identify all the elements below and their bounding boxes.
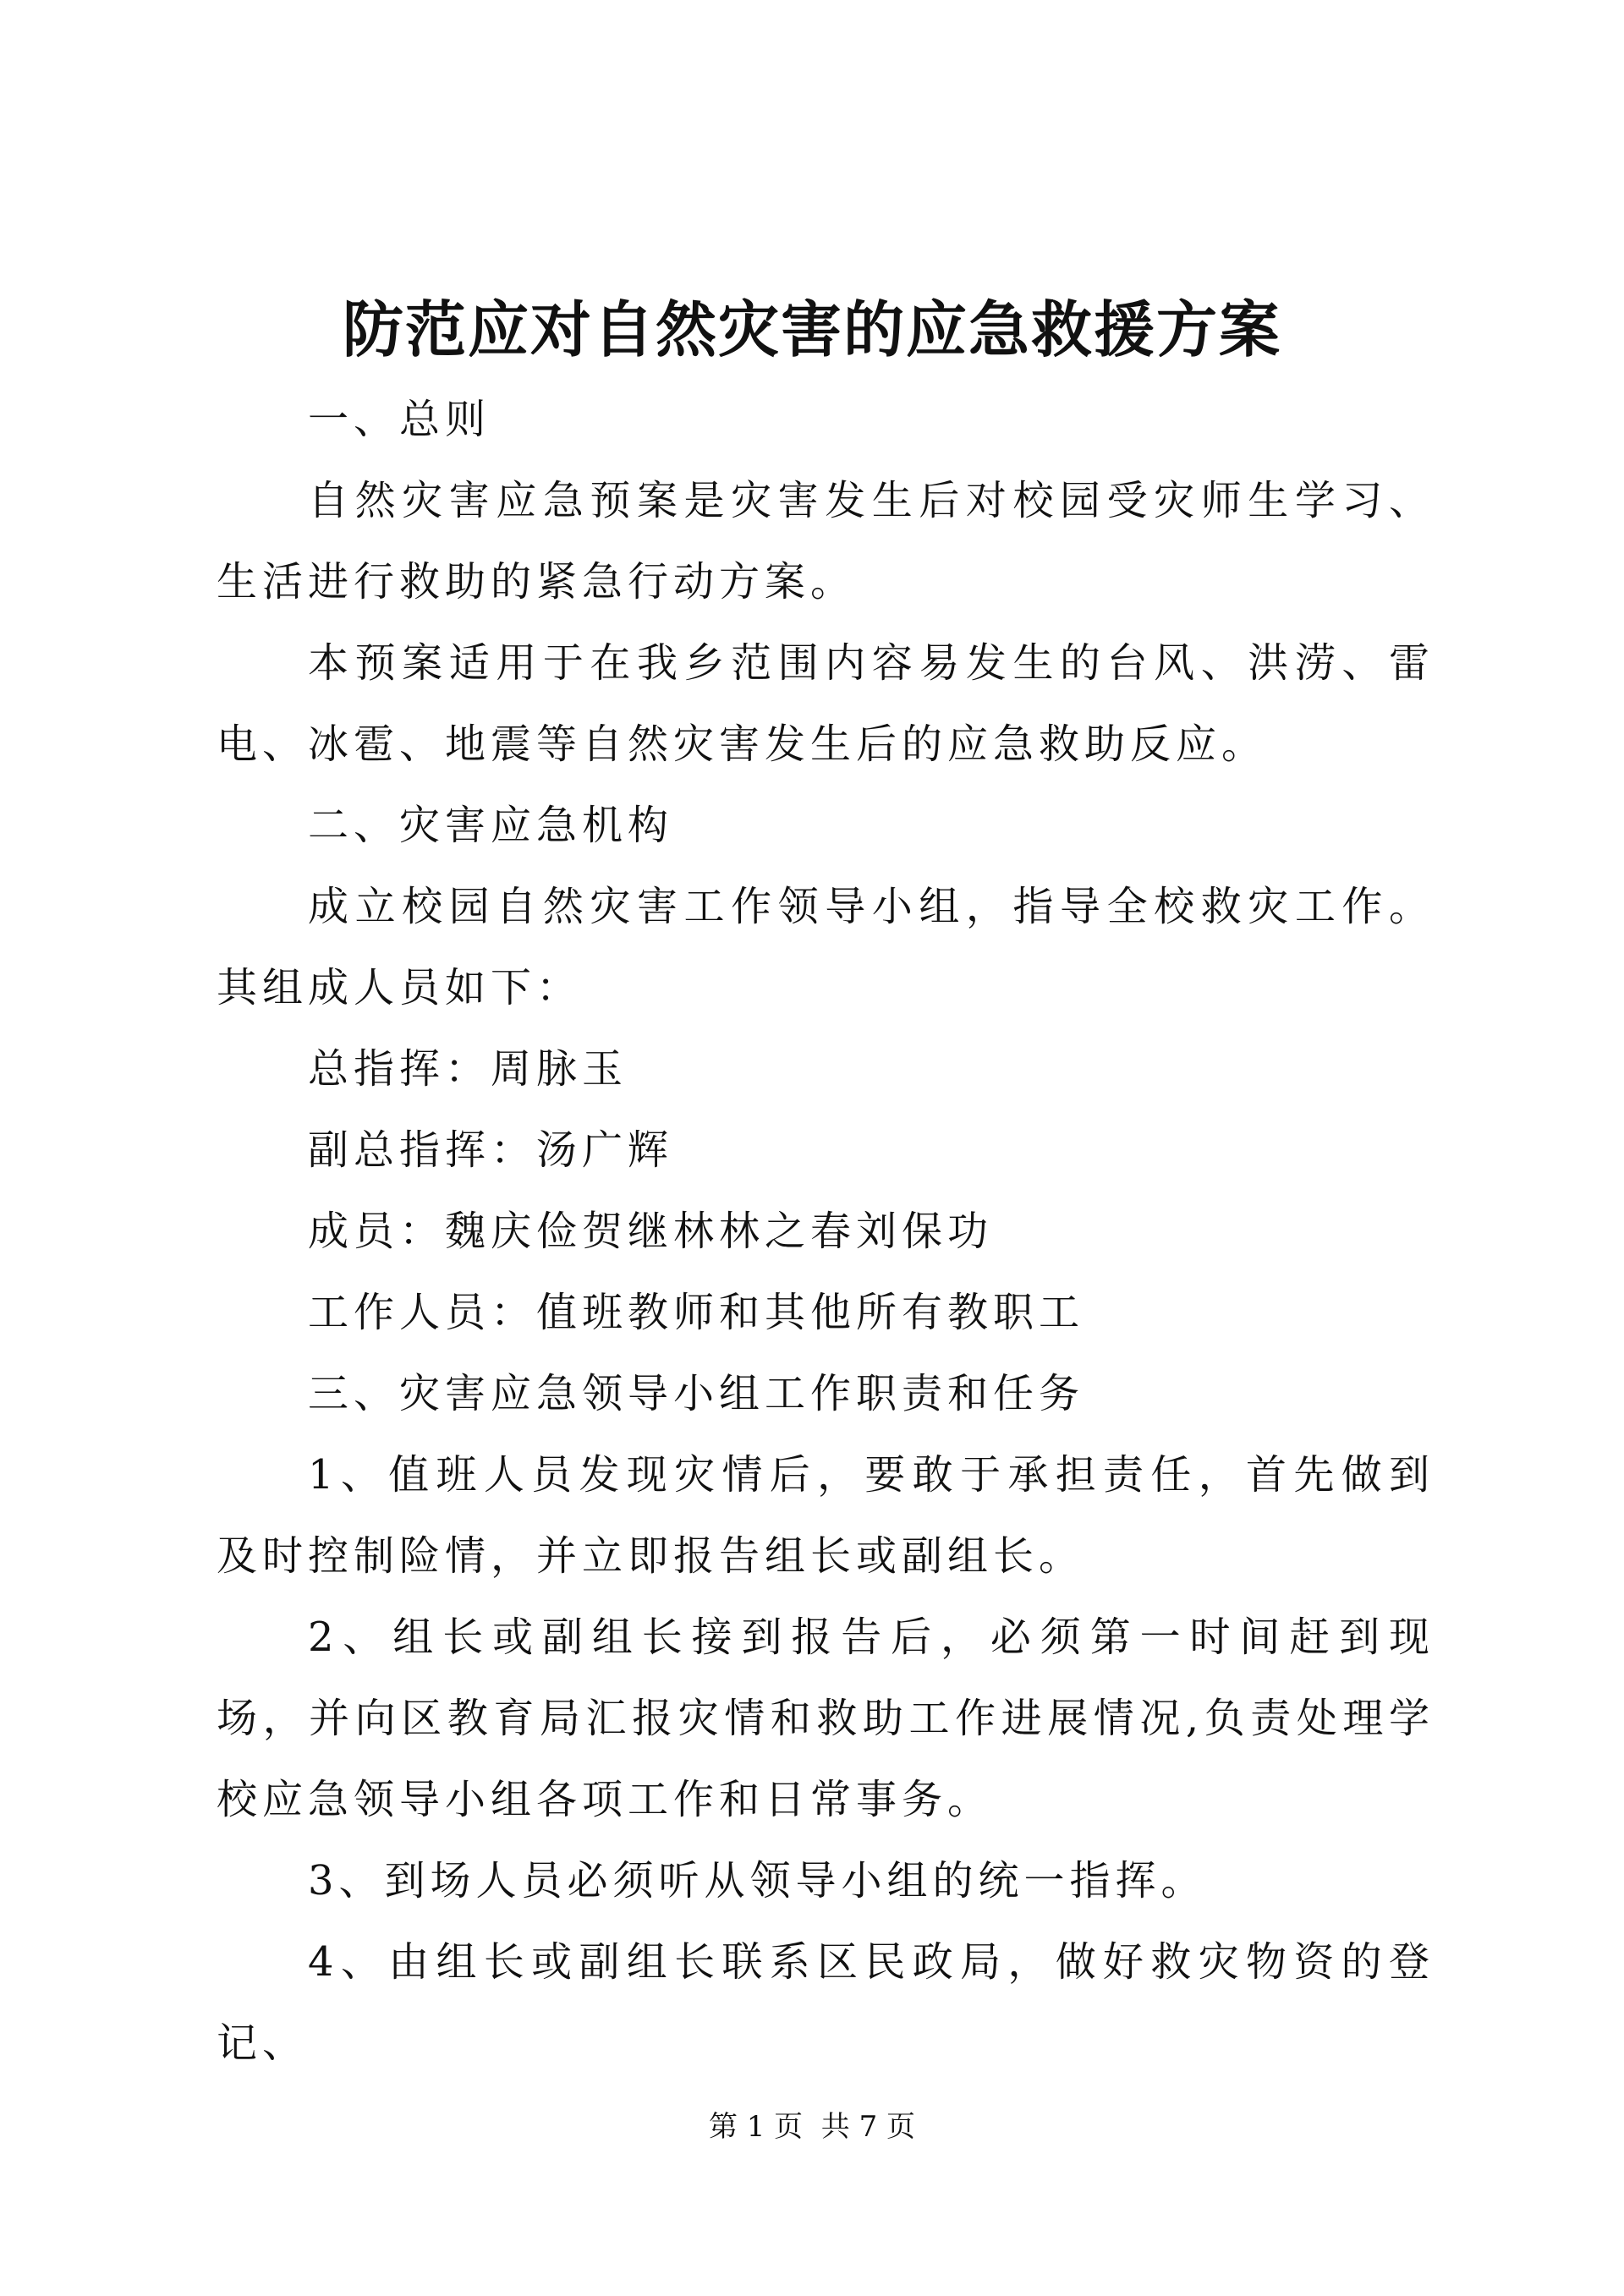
page-footer [0,2106,1624,2148]
section-heading-organization: 二、灾害应急机构 [308,802,674,849]
staff-line: 工作人员：值班教师和其他所有教职工 [308,1289,1085,1336]
paragraph: 自然灾害应急预案是灾害发生后对校园受灾师生学习、生活进行救助的紧急行动方案。 [217,477,1435,606]
paragraph: 成立校园自然灾害工作领导小组，指导全校救灾工作。其组成人员如下： [217,883,1435,1011]
section-heading-duties: 三、灾害应急领导小组工作职责和任务 [308,1370,1085,1417]
list-item: 4、由组长或副组长联系区民政局，做好救灾物资的登记、 [217,1938,1435,2067]
list-item: 1、值班人员发现灾情后，要敢于承担责任，首先做到及时控制险情，并立即报告组长或副组长。 [217,1451,1435,1580]
deputy-commander-line: 副总指挥：汤广辉 [308,1126,674,1174]
commander-line: 总指挥：周脉玉 [308,1045,628,1093]
document-title: 防范应对自然灾害的应急救援方案 [342,293,1281,365]
members-line: 成员：魏庆俭贺继林林之春刘保功 [308,1208,994,1255]
section-heading-general: 一、总则 [308,396,491,443]
page-number: 第 1 页 共 7 页 [708,2110,916,2144]
list-item: 2、组长或副组长接到报告后，必须第一时间赶到现场，并向区教育局汇报灾情和救助工作进展情况,负责处理学校应急领导小组各项工作和日常事务。 [217,1614,1435,1823]
paragraph: 本预案适用于在我乡范围内容易发生的台风、洪涝、雷电、冰雹、地震等自然灾害发生后的应急救助反应。 [217,639,1435,768]
document-body [217,379,1435,2084]
list-item: 3、到场人员必须听从领导小组的统一指挥。 [308,1857,1207,1904]
